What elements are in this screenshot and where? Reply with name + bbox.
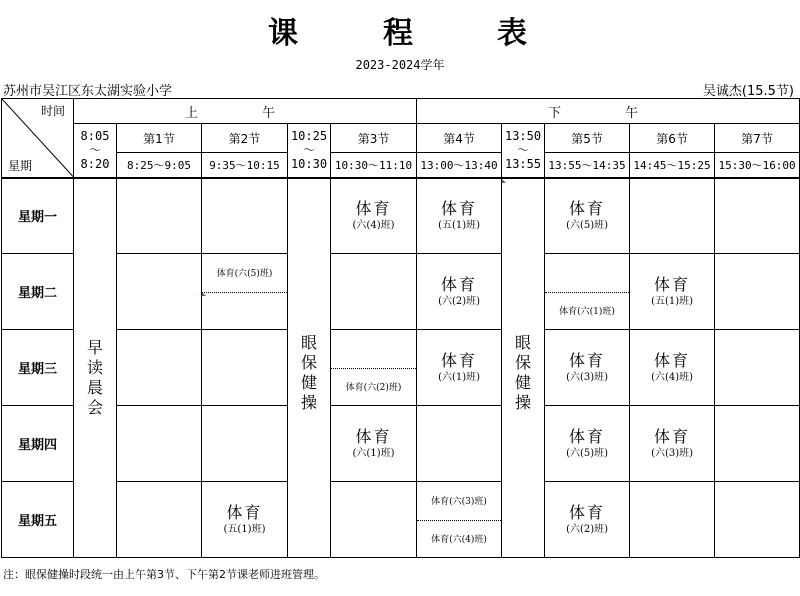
class-label: (五(1)班) (223, 523, 266, 535)
class-label: (六(4)班) (352, 219, 395, 231)
morning-reading-char-4: 会 (86, 397, 103, 417)
teacher-name: 吴诚杰(15.5节) (702, 84, 794, 99)
cell-wed-l4 (417, 330, 502, 406)
cell-marker (202, 292, 206, 296)
lesson-7-header: 第7节 (715, 124, 800, 153)
cell-mon-l1 (117, 178, 202, 254)
slot-label: 体育(六(2)班) (345, 382, 402, 393)
half-slot-top (331, 330, 416, 369)
subject-label: 体育 (569, 198, 606, 218)
day-wednesday: 星期三 (2, 330, 74, 406)
slot-label: 体育(六(5)班) (216, 269, 273, 280)
eye-pm-char-1: 眼 (515, 332, 532, 352)
eye-break-am-sep: ～ (302, 143, 315, 158)
cell-fri-l7 (715, 482, 800, 558)
subject-label: 体育 (654, 274, 691, 294)
subject-label: 体育 (569, 350, 606, 370)
school-year: 2023-2024学年 (355, 58, 445, 72)
eye-pm-char-2: 保 (515, 352, 532, 372)
cell-fri-l3 (331, 482, 417, 558)
eye-exercise-pm-cell (502, 178, 545, 558)
slot-label: 体育(六(4)班) (431, 534, 487, 545)
subject-label: 体育 (355, 198, 392, 218)
lesson-4-header: 第4节 (417, 124, 502, 153)
cell-fri-l6 (630, 482, 715, 558)
cell-mon-l4 (417, 178, 502, 254)
day-monday: 星期一 (2, 178, 74, 254)
cell-wed-l7 (715, 330, 800, 406)
morning-header: 上 午 (74, 99, 417, 124)
half-slot-top (417, 482, 501, 521)
cell-thu-l6 (630, 406, 715, 482)
cell-tue-l2 (202, 254, 288, 330)
corner-time-label: 时间 (40, 104, 65, 118)
class-label: (六(2)班) (566, 523, 609, 535)
cell-wed-l3 (331, 330, 417, 406)
lesson-1-time: 8:25～9:05 (117, 153, 202, 178)
corner-day-label: 星期 (8, 158, 33, 173)
morning-reading-cell (74, 178, 117, 558)
cell-thu-l1 (117, 406, 202, 482)
slot-label: 体育(六(3)班) (431, 497, 487, 508)
class-label: (五(1)班) (651, 295, 694, 307)
cell-mon-l3 (331, 178, 417, 254)
eye-break-pm-end: 13:55 (504, 157, 542, 172)
cell-tue-l6 (630, 254, 715, 330)
subject-label: 体育 (441, 274, 478, 294)
lesson-4-time: 13:00～13:40 (417, 153, 502, 178)
lesson-6-time: 14:45～15:25 (630, 153, 715, 178)
half-slot-bottom (331, 368, 416, 406)
title-char-2: 程 (383, 16, 413, 51)
subject-label: 体育 (441, 198, 478, 218)
half-slot-bottom (545, 292, 629, 330)
cell-tue-l1 (117, 254, 202, 330)
class-label: (六(3)班) (566, 371, 609, 383)
lesson-2-header: 第2节 (202, 124, 288, 153)
cell-fri-l4 (417, 482, 502, 558)
subject-label: 体育 (226, 502, 263, 522)
timetable (1, 98, 800, 558)
cell-wed-l5 (545, 330, 630, 406)
cell-tue-l7 (715, 254, 800, 330)
eye-am-char-1: 眼 (300, 332, 317, 352)
cell-thu-l5 (545, 406, 630, 482)
corner-cell (2, 99, 74, 178)
lesson-3-header: 第3节 (331, 124, 417, 153)
morning-reading-char-3: 晨 (86, 377, 103, 397)
morning-reading-sep: ～ (88, 143, 101, 158)
morning-reading-char-1: 早 (86, 337, 103, 357)
class-label: (六(2)班) (438, 295, 481, 307)
half-slot-bottom (417, 520, 501, 558)
class-label: (六(5)班) (566, 219, 609, 231)
day-tuesday: 星期二 (2, 254, 74, 330)
title-char-1: 课 (268, 16, 298, 51)
eye-am-char-4: 操 (300, 392, 317, 412)
subject-label: 体育 (569, 502, 606, 522)
lesson-7-time: 15:30～16:00 (715, 153, 800, 178)
eye-am-char-2: 保 (300, 352, 317, 372)
class-label: (六(5)班) (566, 447, 609, 459)
cell-thu-l7 (715, 406, 800, 482)
morning-reading-start: 8:05 (80, 129, 110, 144)
cell-wed-l2 (202, 330, 288, 406)
page-title (0, 8, 800, 51)
day-friday: 星期五 (2, 482, 74, 558)
afternoon-header: 下 午 (417, 99, 800, 124)
title-char-3: 表 (497, 16, 527, 51)
eye-break-am-end: 10:30 (290, 157, 328, 172)
lesson-5-header: 第5节 (545, 124, 630, 153)
day-thursday: 星期四 (2, 406, 74, 482)
class-label: (六(1)班) (352, 447, 395, 459)
eye-exercise-am-cell (288, 178, 331, 558)
half-slot-top (202, 254, 287, 293)
cell-mon-l5 (545, 178, 630, 254)
cell-mon-l7 (715, 178, 800, 254)
cell-fri-l5 (545, 482, 630, 558)
morning-reading-end: 8:20 (80, 157, 110, 172)
subject-label: 体育 (355, 426, 392, 446)
eye-am-char-3: 健 (300, 372, 317, 392)
morning-reading-char-2: 读 (86, 357, 103, 377)
cell-wed-l6 (630, 330, 715, 406)
school-name: 苏州市吴江区东太湖实验小学 (3, 84, 173, 99)
lesson-2-time: 9:35～10:15 (202, 153, 288, 178)
eye-break-pm-sep: ～ (517, 143, 530, 158)
lesson-3-time: 10:30～11:10 (331, 153, 417, 178)
subject-label: 体育 (654, 426, 691, 446)
cell-tue-l4 (417, 254, 502, 330)
slot-label: 体育(六(1)班) (559, 306, 615, 317)
subject-label: 体育 (569, 426, 606, 446)
class-label: (六(3)班) (651, 447, 694, 459)
footnote: 注：眼保健操时段统一由上午第3节、下午第2节课老师进班管理。 (3, 568, 325, 581)
eye-break-pm-time (502, 124, 545, 178)
lesson-6-header: 第6节 (630, 124, 715, 153)
eye-break-pm-start: 13:50 (504, 129, 542, 144)
cell-thu-l3 (331, 406, 417, 482)
cell-mon-l6 (630, 178, 715, 254)
cell-tue-l3 (331, 254, 417, 330)
class-label: (五(1)班) (438, 219, 481, 231)
eye-pm-char-4: 操 (515, 392, 532, 412)
class-label: (六(4)班) (651, 371, 694, 383)
morning-reading-time (74, 124, 117, 178)
cell-fri-l2 (202, 482, 288, 558)
class-label: (六(1)班) (438, 371, 481, 383)
cell-thu-l2 (202, 406, 288, 482)
cell-tue-l5 (545, 254, 630, 330)
half-slot-top (545, 254, 629, 293)
cell-marker (502, 179, 506, 183)
lesson-5-time: 13:55～14:35 (545, 153, 630, 178)
eye-break-am-start: 10:25 (290, 129, 328, 144)
cell-fri-l1 (117, 482, 202, 558)
subject-label: 体育 (441, 350, 478, 370)
cell-wed-l1 (117, 330, 202, 406)
subject-label: 体育 (654, 350, 691, 370)
cell-thu-l4 (417, 406, 502, 482)
eye-break-am-time (288, 124, 331, 178)
eye-pm-char-3: 健 (515, 372, 532, 392)
cell-mon-l2 (202, 178, 288, 254)
lesson-1-header: 第1节 (117, 124, 202, 153)
